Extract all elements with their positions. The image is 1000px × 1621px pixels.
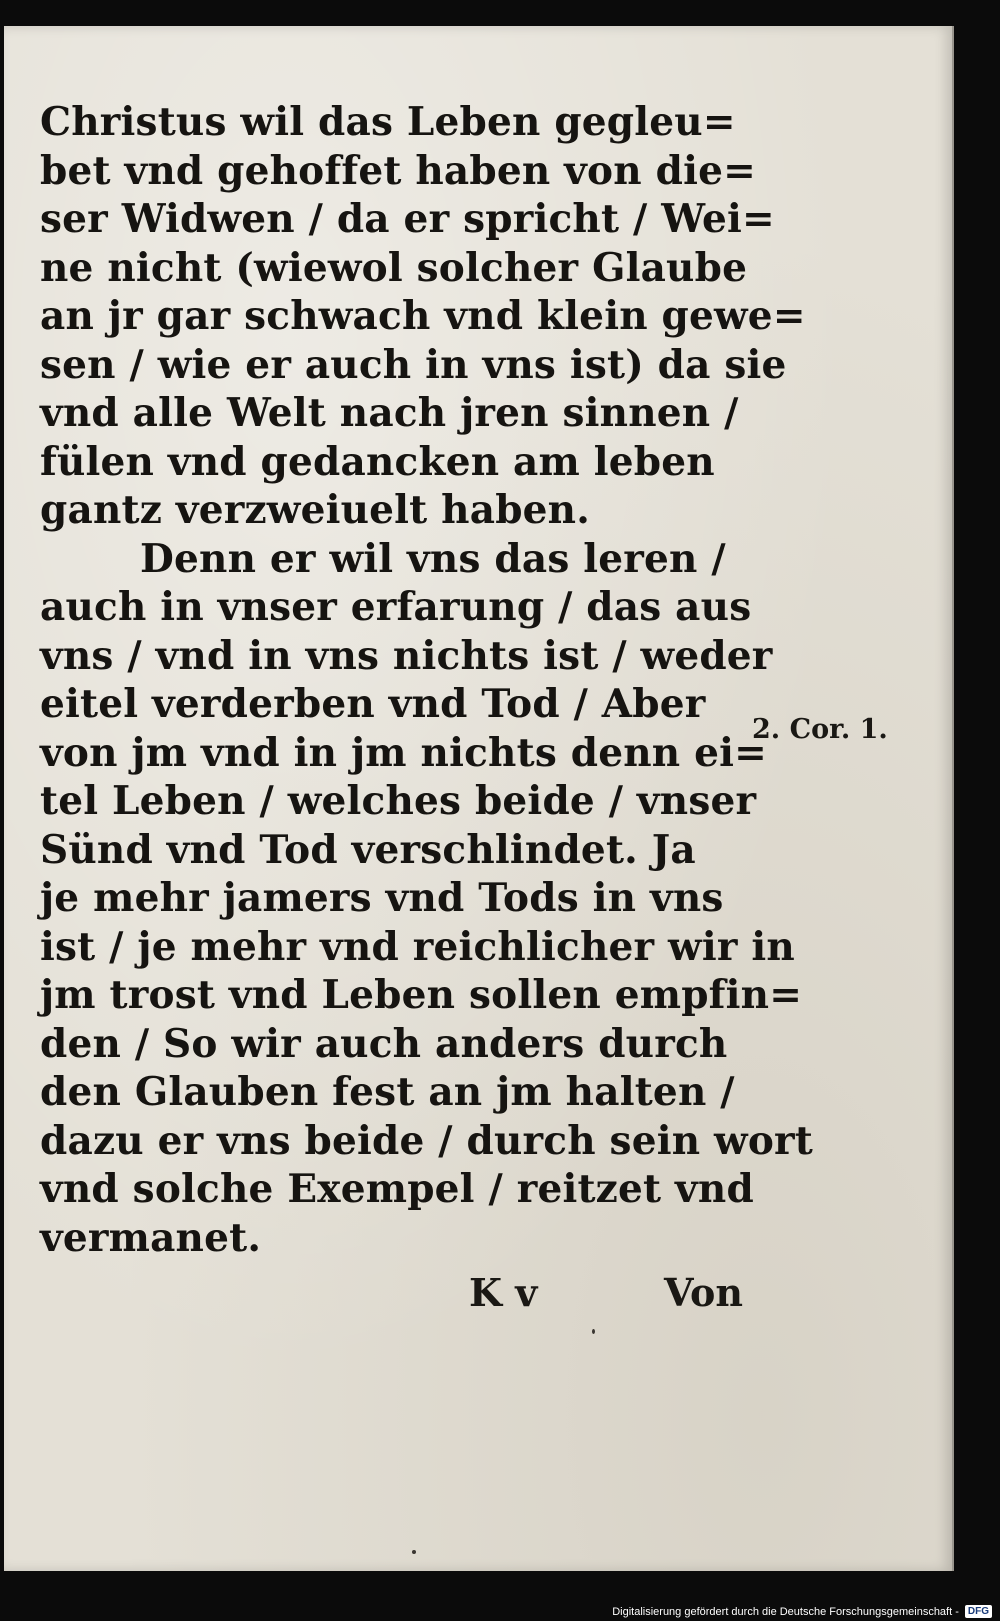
text-line: vermanet. [40, 1214, 262, 1261]
text-line: auch in vnser erfarung / das aus [40, 584, 752, 630]
text-line: ser Widwen / da er spricht / Wei= [40, 196, 775, 242]
marginal-note: 2. Cor. 1. [752, 714, 888, 745]
text-line: gantz verzweiuelt haben. [40, 487, 591, 533]
text-line: jm trost vnd Leben sollen empfin= [40, 972, 803, 1018]
dfg-logo: DFG [965, 1605, 992, 1618]
book-page [4, 26, 954, 1571]
text-line: den / So wir auch anders durch [40, 1020, 728, 1067]
text-line: ist / je mehr vnd reichlicher wir in [40, 923, 795, 970]
text-line: Sünd vnd Tod verschlindet. Ja [40, 826, 696, 873]
text-line: eitel verderben vnd Tod / Aber [40, 681, 706, 727]
text-line: je mehr jamers vnd Tods in vns [40, 875, 724, 921]
text-line: vnd solche Exempel / reitzet vnd [40, 1166, 754, 1212]
text-line: ne nicht (wiewol solcher Glaube [40, 244, 748, 291]
text-line: den Glauben fest an jm halten / [40, 1069, 735, 1115]
text-line: vns / vnd in vns nichts ist / weder [40, 632, 773, 679]
paper-speck [412, 1550, 416, 1554]
digitization-credit [612, 1605, 992, 1618]
text-line: Christus wil das Leben gegleu= [40, 99, 736, 145]
text-line: bet vnd gehoffet haben von die= [40, 147, 756, 194]
text-line: fülen vnd gedancken am leben [40, 438, 715, 485]
catchword: Von [664, 1270, 743, 1315]
paragraph-start-line: Denn er wil vns das leren / [140, 535, 726, 582]
text-line: an jr gar schwach vnd klein gewe= [40, 293, 806, 339]
text-line: dazu er vns beide / durch sein wort [40, 1117, 814, 1164]
paper-speck [592, 1329, 595, 1334]
text-line: vnd alle Welt nach jren sinnen / [40, 390, 739, 436]
signature-mark: K v [469, 1270, 538, 1315]
text-line: sen / wie er auch in vns ist) da sie [40, 341, 787, 388]
credit-text: Digitalisierung gefördert durch die Deutsche Forschungsgemeinschaft - [612, 1605, 959, 1618]
text-line: von jm vnd in jm nichts denn ei= [40, 729, 768, 776]
text-line: tel Leben / welches beide / vnser [40, 778, 757, 824]
main-text-block [40, 98, 814, 1262]
